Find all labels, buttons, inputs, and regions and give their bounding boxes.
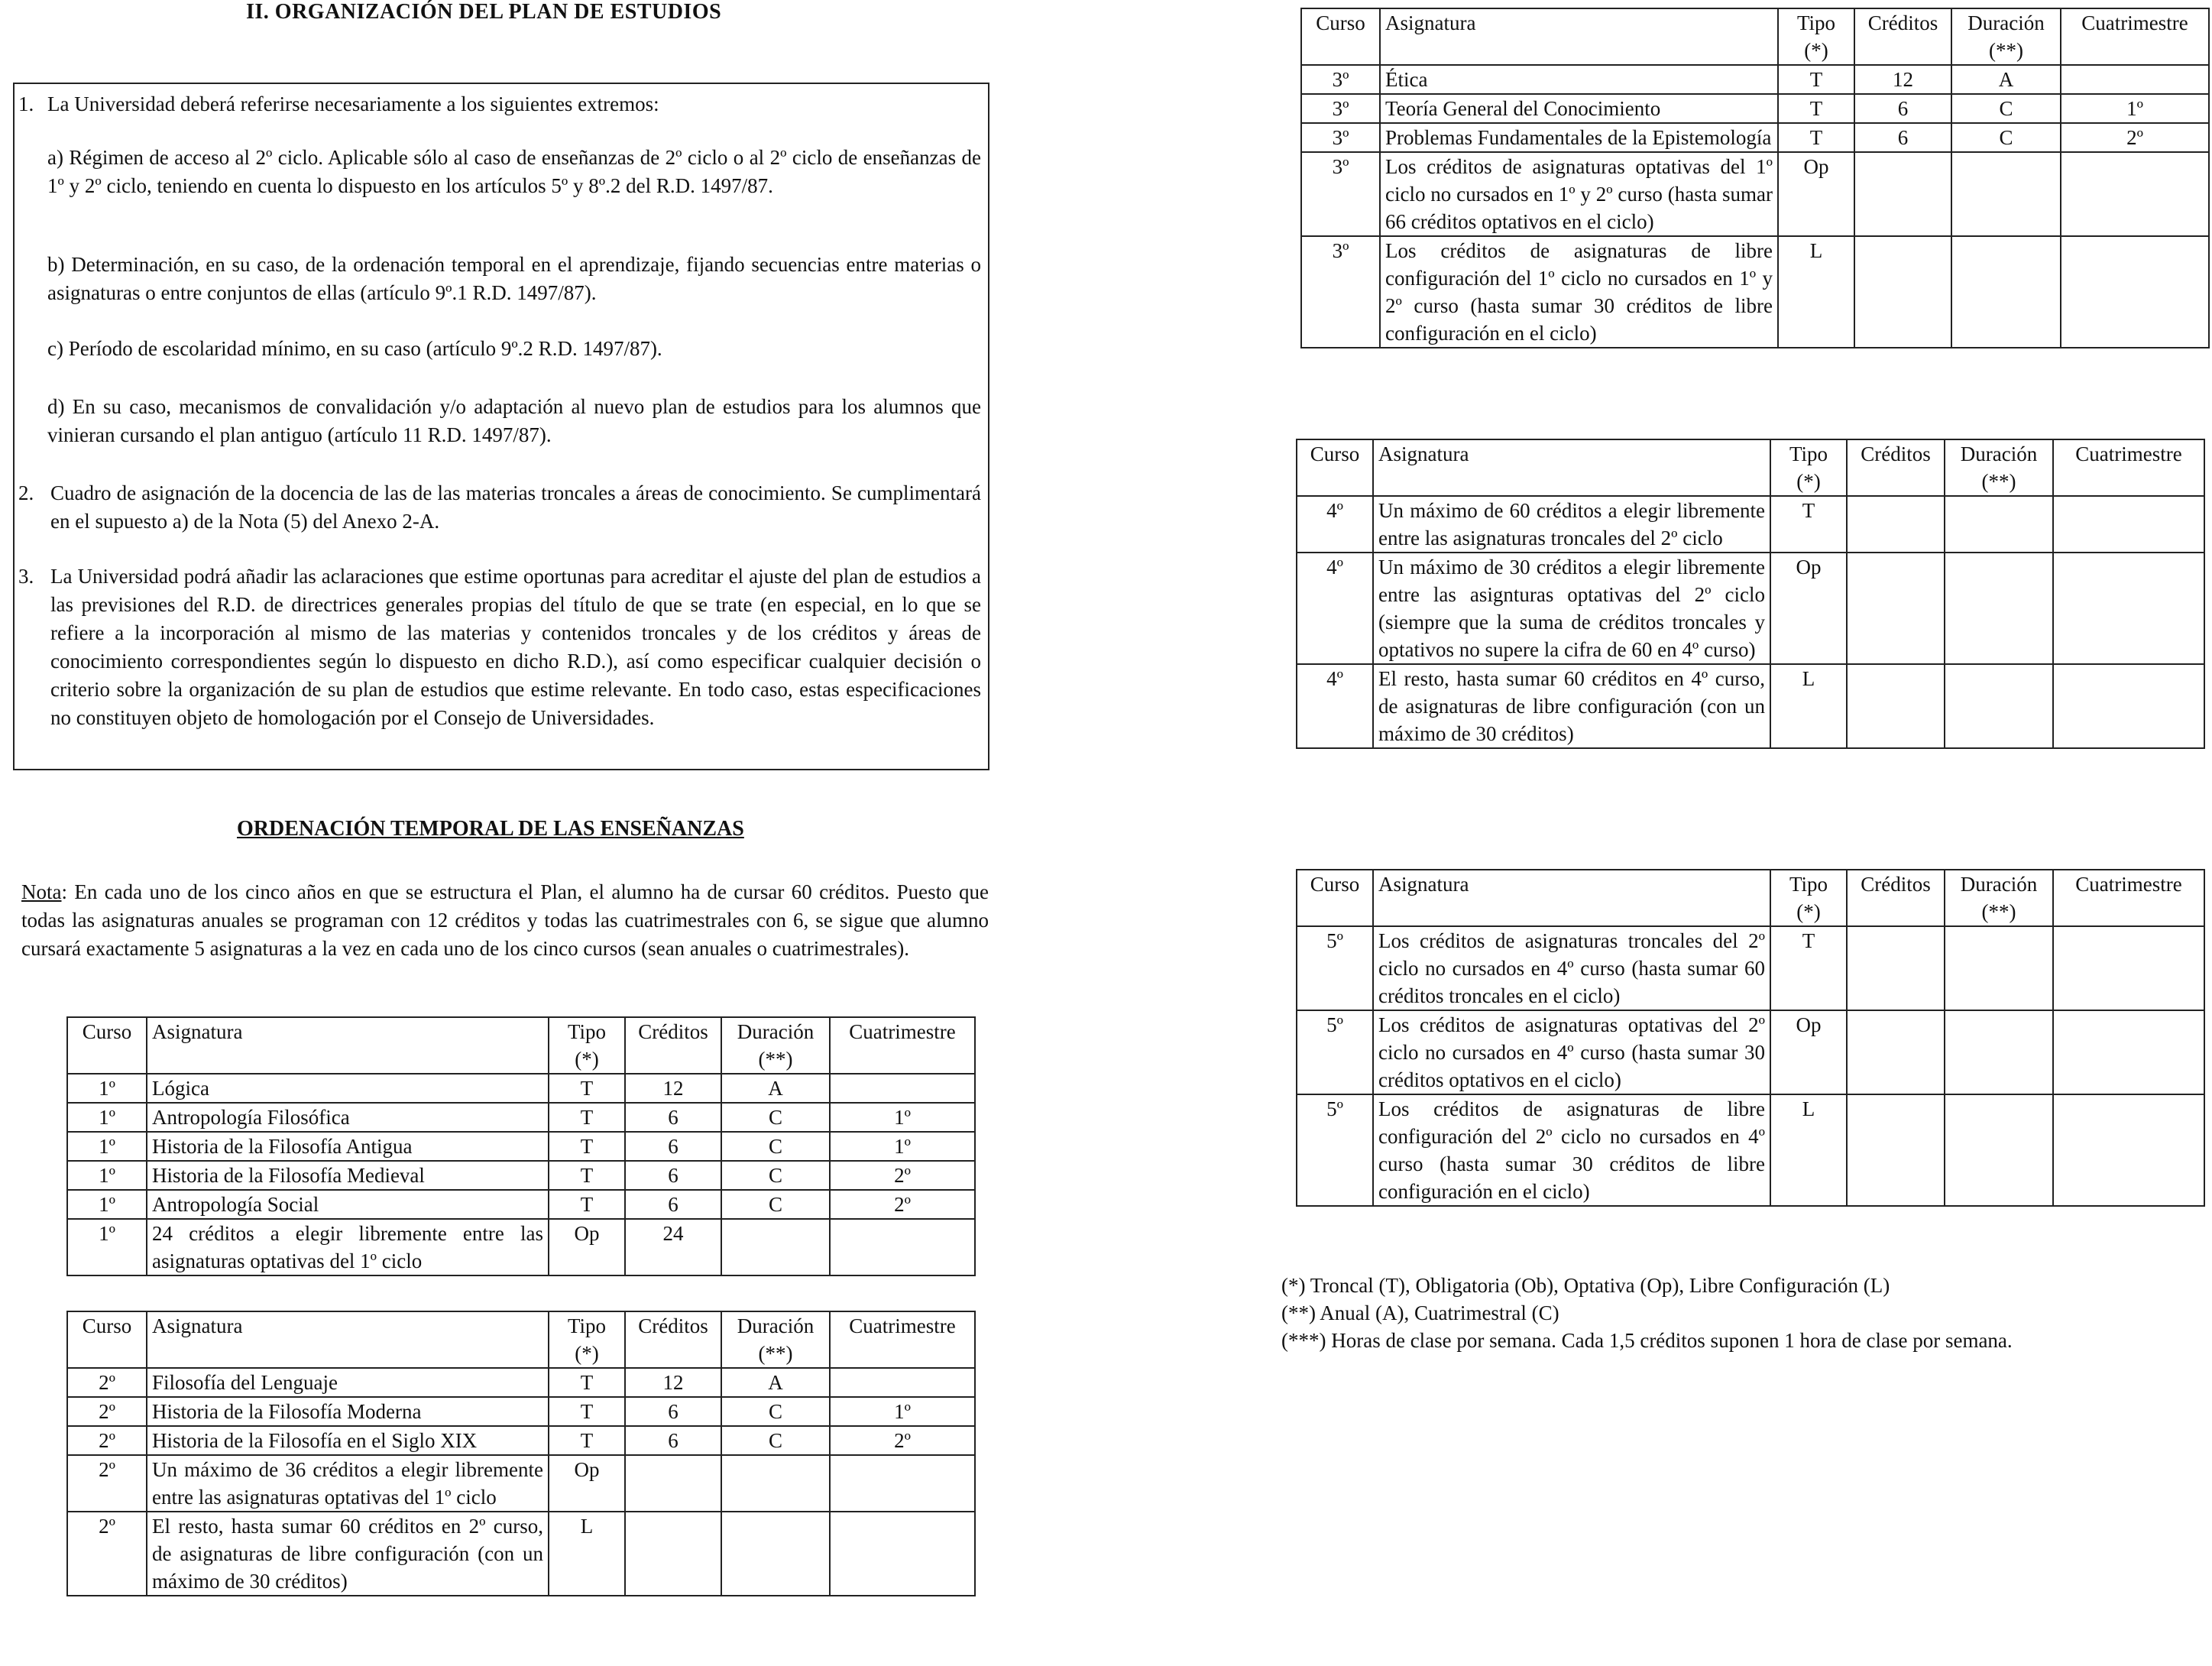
cell-tipo: L xyxy=(549,1512,625,1596)
cell-cuatrimestre: 1º xyxy=(830,1132,975,1161)
cell-duracion xyxy=(721,1219,830,1275)
cell-cuatrimestre xyxy=(830,1455,975,1512)
nota-body: : En cada uno de los cinco años en que se estructura el Plan, el alumno ha de cursar 60 créditos. Puesto que todas las asignaturas anuales se programan con 12 créditos y todas las cuatrimestrales con 6, se sigue que alumno cursará exactamente 5 asignaturas a la vez en cada uno de los cinco cursos (sean anuales o cuatrimestrales). xyxy=(21,880,989,960)
cell-curso: 1º xyxy=(67,1219,147,1275)
cell-duracion: A xyxy=(721,1368,830,1397)
cell-asignatura: Los créditos de asignaturas de libre configuración del 2º ciclo no cursados en 4º curso (hasta sumar 30 créditos de libre configuración en el ciclo) xyxy=(1373,1094,1770,1206)
header-curso: Curso xyxy=(1301,8,1380,65)
cell-asignatura: Historia de la Filosofía Moderna xyxy=(147,1397,549,1426)
cell-asignatura: Historia de la Filosofía en el Siglo XIX xyxy=(147,1426,549,1455)
cell-creditos xyxy=(1854,236,1951,348)
item-d-text: d) En su caso, mecanismos de convalidación y/o adaptación al nuevo plan de estudios para los alumnos que vinieran cursando el plan antiguo (artículo 11 R.D. 1497/87). xyxy=(47,395,981,446)
table-row xyxy=(1297,496,2204,553)
cell-tipo: T xyxy=(1770,496,1847,553)
cell-tipo: Op xyxy=(549,1455,625,1512)
table-row xyxy=(67,1219,975,1275)
table-curso-3 xyxy=(1300,8,2210,348)
header-tipo: Tipo (*) xyxy=(549,1311,625,1368)
cell-curso: 3º xyxy=(1301,236,1380,348)
header-asignatura: Asignatura xyxy=(1373,870,1770,926)
cell-duracion xyxy=(1945,1094,2053,1206)
cell-tipo: T xyxy=(549,1397,625,1426)
header-creditos: Créditos xyxy=(1847,870,1945,926)
table-header-row xyxy=(67,1017,975,1074)
cell-duracion: A xyxy=(721,1074,830,1103)
cell-cuatrimestre xyxy=(2053,1010,2204,1094)
cell-creditos xyxy=(1847,1094,1945,1206)
table-row xyxy=(67,1455,975,1512)
header-duracion: Duración (**) xyxy=(1945,439,2053,496)
header-creditos: Créditos xyxy=(1847,439,1945,496)
table-row xyxy=(1297,926,2204,1010)
cell-duracion: C xyxy=(721,1426,830,1455)
cell-curso: 1º xyxy=(67,1132,147,1161)
cell-creditos xyxy=(1847,926,1945,1010)
table-curso-5 xyxy=(1296,869,2205,1207)
item-b-text: b) Determinación, en su caso, de la ordenación temporal en el aprendizaje, fijando secuencias entre materias o asignaturas o entre conjuntos de ellas (artículo 9º.1 R.D. 1497/87). xyxy=(47,253,981,304)
cell-curso: 5º xyxy=(1297,926,1373,1010)
table-row xyxy=(67,1074,975,1103)
header-cuatrimestre: Cuatrimestre xyxy=(2053,439,2204,496)
cell-duracion: C xyxy=(1951,123,2061,152)
header-creditos: Créditos xyxy=(625,1311,721,1368)
header-creditos: Créditos xyxy=(1854,8,1951,65)
cell-cuatrimestre xyxy=(2053,926,2204,1010)
cell-tipo: T xyxy=(1778,94,1854,123)
cell-asignatura: Antropología Social xyxy=(147,1190,549,1219)
cell-creditos: 12 xyxy=(625,1074,721,1103)
cell-creditos: 6 xyxy=(1854,94,1951,123)
cell-cuatrimestre: 2º xyxy=(2061,123,2209,152)
cell-curso: 2º xyxy=(67,1426,147,1455)
cell-asignatura: Un máximo de 36 créditos a elegir libremente entre las asignaturas optativas del 1º ciclo xyxy=(147,1455,549,1512)
ordenacion-subtitle: ORDENACIÓN TEMPORAL DE LAS ENSEÑANZAS xyxy=(237,817,744,841)
cell-creditos xyxy=(625,1512,721,1596)
cell-curso: 3º xyxy=(1301,123,1380,152)
cell-cuatrimestre: 1º xyxy=(830,1397,975,1426)
cell-tipo: Op xyxy=(549,1219,625,1275)
cell-cuatrimestre xyxy=(2061,152,2209,236)
table-header-row xyxy=(1297,439,2204,496)
cell-cuatrimestre xyxy=(2053,664,2204,748)
cell-tipo: T xyxy=(1778,65,1854,94)
cell-tipo: Op xyxy=(1770,553,1847,664)
table-row xyxy=(1301,94,2209,123)
cell-curso: 4º xyxy=(1297,553,1373,664)
header-cuatrimestre: Cuatrimestre xyxy=(2053,870,2204,926)
cell-cuatrimestre xyxy=(830,1368,975,1397)
cell-duracion: C xyxy=(721,1190,830,1219)
header-curso: Curso xyxy=(67,1017,147,1074)
legend-duracion: (**) Anual (A), Cuatrimestral (C) xyxy=(1281,1301,1559,1324)
cell-asignatura: Problemas Fundamentales de la Epistemología xyxy=(1380,123,1778,152)
item-a-text: a) Régimen de acceso al 2º ciclo. Aplicable sólo al caso de enseñanzas de 2º ciclo o al 2º ciclo de enseñanzas de 1º y 2º ciclo, teniendo en cuenta lo dispuesto en los artículos 5º y 8º.2 del R.D. 1497/87. xyxy=(47,146,981,197)
cell-tipo: L xyxy=(1770,664,1847,748)
cell-duracion xyxy=(1945,926,2053,1010)
table-header-row xyxy=(1301,8,2209,65)
header-cuatrimestre: Cuatrimestre xyxy=(2061,8,2209,65)
cell-asignatura: Un máximo de 60 créditos a elegir libremente entre las asignaturas troncales del 2º ciclo xyxy=(1373,496,1770,553)
table-header-row xyxy=(1297,870,2204,926)
header-cuatrimestre: Cuatrimestre xyxy=(830,1311,975,1368)
header-tipo: Tipo (*) xyxy=(549,1017,625,1074)
cell-tipo: T xyxy=(549,1426,625,1455)
cell-creditos xyxy=(1847,1010,1945,1094)
cell-duracion xyxy=(721,1455,830,1512)
cell-curso: 5º xyxy=(1297,1010,1373,1094)
section-title: II. ORGANIZACIÓN DEL PLAN DE ESTUDIOS xyxy=(246,0,722,24)
cell-tipo: L xyxy=(1778,236,1854,348)
item-2-text: Cuadro de asignación de la docencia de las de las materias troncales a áreas de conocimiento. Se cumplimentará en el supuesto a) de la Nota (5) del Anexo 2-A. xyxy=(50,481,981,533)
table-row xyxy=(1301,65,2209,94)
cell-creditos xyxy=(1854,152,1951,236)
cell-creditos: 12 xyxy=(625,1368,721,1397)
header-duracion: Duración (**) xyxy=(1945,870,2053,926)
cell-creditos xyxy=(1847,553,1945,664)
table-row xyxy=(1297,664,2204,748)
cell-duracion xyxy=(1951,236,2061,348)
legend-tipo: (*) Troncal (T), Obligatoria (Ob), Optativa (Op), Libre Configuración (L) xyxy=(1281,1274,1890,1297)
header-asignatura: Asignatura xyxy=(147,1017,549,1074)
header-asignatura: Asignatura xyxy=(1373,439,1770,496)
header-tipo: Tipo (*) xyxy=(1770,870,1847,926)
cell-asignatura: El resto, hasta sumar 60 créditos en 4º curso, de asignaturas de libre configuración (con un máximo de 30 créditos) xyxy=(1373,664,1770,748)
cell-curso: 1º xyxy=(67,1074,147,1103)
cell-cuatrimestre: 1º xyxy=(830,1103,975,1132)
cell-curso: 2º xyxy=(67,1455,147,1512)
cell-creditos: 6 xyxy=(625,1103,721,1132)
table-row xyxy=(1297,553,2204,664)
table-row xyxy=(1301,123,2209,152)
table-row xyxy=(1301,236,2209,348)
table-curso-2 xyxy=(66,1311,976,1596)
cell-curso: 2º xyxy=(67,1368,147,1397)
cell-creditos: 12 xyxy=(1854,65,1951,94)
item-1-text: La Universidad deberá referirse necesariamente a los siguientes extremos: xyxy=(47,92,659,115)
table-row xyxy=(67,1512,975,1596)
cell-curso: 3º xyxy=(1301,65,1380,94)
table-curso-4 xyxy=(1296,439,2205,749)
item-1-number: 1. xyxy=(18,92,34,115)
table-header-row xyxy=(67,1311,975,1368)
cell-asignatura: Los créditos de asignaturas optativas del 2º ciclo no cursados en 4º curso (hasta sumar 30 créditos optativos en el ciclo) xyxy=(1373,1010,1770,1094)
header-duracion: Duración (**) xyxy=(721,1017,830,1074)
cell-cuatrimestre: 1º xyxy=(2061,94,2209,123)
cell-asignatura: Los créditos de asignaturas optativas del 1º ciclo no cursados en 1º y 2º curso (hasta sumar 66 créditos optativos en el ciclo) xyxy=(1380,152,1778,236)
cell-cuatrimestre xyxy=(830,1074,975,1103)
header-tipo: Tipo (*) xyxy=(1770,439,1847,496)
cell-creditos xyxy=(1847,496,1945,553)
cell-tipo: T xyxy=(549,1132,625,1161)
cell-asignatura: Los créditos de asignaturas de libre configuración del 1º ciclo no cursados en 1º y 2º curso (hasta sumar 30 créditos de libre configuración en el ciclo) xyxy=(1380,236,1778,348)
table-row xyxy=(67,1397,975,1426)
cell-curso: 3º xyxy=(1301,152,1380,236)
cell-cuatrimestre xyxy=(2053,496,2204,553)
cell-duracion: A xyxy=(1951,65,2061,94)
item-2-number: 2. xyxy=(18,481,34,504)
cell-creditos: 6 xyxy=(1854,123,1951,152)
cell-creditos: 24 xyxy=(625,1219,721,1275)
table-row xyxy=(67,1132,975,1161)
header-duracion: Duración (**) xyxy=(721,1311,830,1368)
cell-asignatura: Lógica xyxy=(147,1074,549,1103)
cell-asignatura: Antropología Filosófica xyxy=(147,1103,549,1132)
nota-text xyxy=(21,878,989,963)
table-curso-1 xyxy=(66,1016,976,1276)
table-row xyxy=(67,1368,975,1397)
cell-asignatura: Los créditos de asignaturas troncales del 2º ciclo no cursados en 4º curso (hasta sumar 60 créditos troncales en el ciclo) xyxy=(1373,926,1770,1010)
table-row xyxy=(67,1190,975,1219)
cell-curso: 4º xyxy=(1297,496,1373,553)
cell-creditos: 6 xyxy=(625,1397,721,1426)
header-cuatrimestre: Cuatrimestre xyxy=(830,1017,975,1074)
cell-duracion xyxy=(1945,553,2053,664)
cell-tipo: L xyxy=(1770,1094,1847,1206)
header-asignatura: Asignatura xyxy=(147,1311,549,1368)
header-curso: Curso xyxy=(1297,870,1373,926)
table-row xyxy=(1297,1010,2204,1094)
cell-duracion: C xyxy=(721,1161,830,1190)
cell-duracion: C xyxy=(1951,94,2061,123)
header-duracion: Duración (**) xyxy=(1951,8,2061,65)
cell-asignatura: El resto, hasta sumar 60 créditos en 2º curso, de asignaturas de libre configuración (con un máximo de 30 créditos) xyxy=(147,1512,549,1596)
cell-curso: 3º xyxy=(1301,94,1380,123)
cell-curso: 2º xyxy=(67,1397,147,1426)
cell-tipo: T xyxy=(549,1074,625,1103)
cell-asignatura: 24 créditos a elegir libremente entre las asignaturas optativas del 1º ciclo xyxy=(147,1219,549,1275)
cell-cuatrimestre xyxy=(2053,1094,2204,1206)
table-row xyxy=(67,1103,975,1132)
cell-tipo: Op xyxy=(1778,152,1854,236)
header-curso: Curso xyxy=(1297,439,1373,496)
cell-cuatrimestre xyxy=(2061,236,2209,348)
legend-horas: (***) Horas de clase por semana. Cada 1,5 créditos suponen 1 hora de clase por semana. xyxy=(1281,1329,2013,1352)
item-c-text: c) Período de escolaridad mínimo, en su caso (artículo 9º.2 R.D. 1497/87). xyxy=(47,337,662,360)
cell-cuatrimestre: 2º xyxy=(830,1426,975,1455)
cell-cuatrimestre xyxy=(830,1219,975,1275)
cell-asignatura: Teoría General del Conocimiento xyxy=(1380,94,1778,123)
cell-asignatura: Ética xyxy=(1380,65,1778,94)
cell-duracion: C xyxy=(721,1103,830,1132)
cell-curso: 1º xyxy=(67,1161,147,1190)
cell-tipo: T xyxy=(549,1190,625,1219)
cell-creditos: 6 xyxy=(625,1161,721,1190)
cell-asignatura: Un máximo de 30 créditos a elegir libremente entre las asignturas optativas del 2º ciclo (siempre que la suma de créditos troncales y optativos no supere la cifra de 60 en 4º curso) xyxy=(1373,553,1770,664)
cell-duracion: C xyxy=(721,1397,830,1426)
cell-tipo: T xyxy=(1778,123,1854,152)
cell-duracion: C xyxy=(721,1132,830,1161)
cell-creditos xyxy=(625,1455,721,1512)
header-creditos: Créditos xyxy=(625,1017,721,1074)
cell-creditos xyxy=(1847,664,1945,748)
cell-creditos: 6 xyxy=(625,1190,721,1219)
header-tipo: Tipo (*) xyxy=(1778,8,1854,65)
cell-asignatura: Historia de la Filosofía Medieval xyxy=(147,1161,549,1190)
cell-curso: 4º xyxy=(1297,664,1373,748)
cell-duracion xyxy=(1945,496,2053,553)
cell-asignatura: Filosofía del Lenguaje xyxy=(147,1368,549,1397)
cell-creditos: 6 xyxy=(625,1132,721,1161)
table-row xyxy=(67,1426,975,1455)
header-asignatura: Asignatura xyxy=(1380,8,1778,65)
nota-label: Nota xyxy=(21,880,62,903)
table-row xyxy=(67,1161,975,1190)
table-row xyxy=(1297,1094,2204,1206)
table-row xyxy=(1301,152,2209,236)
cell-duracion xyxy=(721,1512,830,1596)
cell-tipo: T xyxy=(549,1368,625,1397)
cell-creditos: 6 xyxy=(625,1426,721,1455)
cell-duracion xyxy=(1945,664,2053,748)
cell-cuatrimestre xyxy=(830,1512,975,1596)
cell-tipo: T xyxy=(549,1161,625,1190)
cell-duracion xyxy=(1945,1010,2053,1094)
cell-cuatrimestre xyxy=(2061,65,2209,94)
cell-cuatrimestre xyxy=(2053,553,2204,664)
cell-duracion xyxy=(1951,152,2061,236)
cell-curso: 2º xyxy=(67,1512,147,1596)
cell-tipo: Op xyxy=(1770,1010,1847,1094)
cell-cuatrimestre: 2º xyxy=(830,1190,975,1219)
cell-cuatrimestre: 2º xyxy=(830,1161,975,1190)
item-3-number: 3. xyxy=(18,565,34,588)
cell-curso: 5º xyxy=(1297,1094,1373,1206)
cell-curso: 1º xyxy=(67,1103,147,1132)
item-3-text: La Universidad podrá añadir las aclaraciones que estime oportunas para acreditar el ajuste del plan de estudios a las previsiones del R.D. de directrices generales propias del título de que se trate (en especial, en lo que se refiere a la incorporación al mismo de las materias y contenidos troncales y de los créditos y áreas de conocimiento correspondientes según lo dispuesto en dicho R.D.), así como especificar cualquier decisión o criterio sobre la organización de su plan de estudios que estime relevante. En todo caso, estas especificaciones no constituyen objeto de homologación por el Consejo de Universidades. xyxy=(50,565,981,729)
cell-asignatura: Historia de la Filosofía Antigua xyxy=(147,1132,549,1161)
cell-tipo: T xyxy=(1770,926,1847,1010)
cell-tipo: T xyxy=(549,1103,625,1132)
header-curso: Curso xyxy=(67,1311,147,1368)
cell-curso: 1º xyxy=(67,1190,147,1219)
